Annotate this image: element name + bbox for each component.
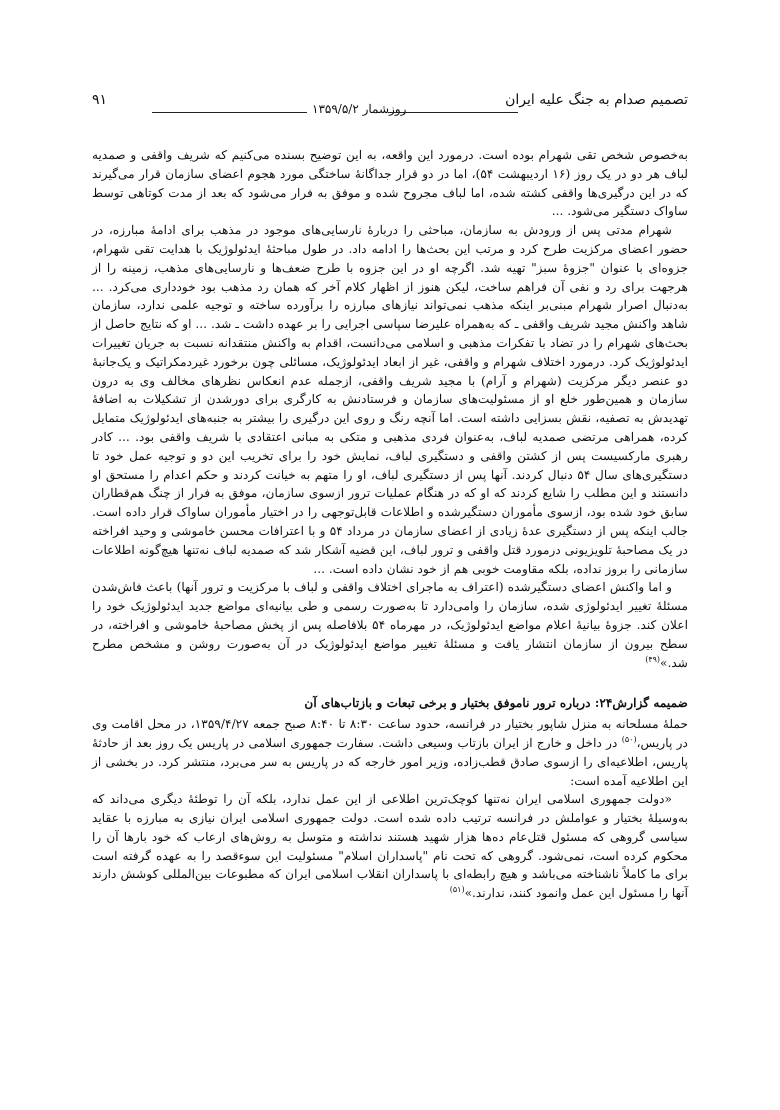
header-rule-right [388, 112, 518, 113]
paragraph [92, 221, 688, 578]
footnote-ref: (۴۹) [645, 654, 661, 664]
paragraph [92, 578, 688, 672]
running-title: تصمیم صدام به جنگ علیه ایران [505, 92, 688, 108]
quote-paragraph [92, 790, 688, 903]
paragraph-text: به‌خصوص شخص تقی شهرام بوده است. درمورد این واقعه، به این توضیح بسنده می‌کنیم که شریف واقفی و صمدیه لباف هر دو در یک روز (۱۶ اردیبهشت ۵۴)، اما در دو قرار جداگانهٔ ساختگی مورد هجوم اعضای سازمان قرار می‌گیرند که در این درگیری‌ها واقفی کشته شده، اما لباف مجروح شده و موفق به فرار می‌شود که بعد از مدت کوتاهی توسط ساواک دستگیر می‌شود. ... [92, 148, 688, 219]
paragraph-text: شهرام مدتی پس از ورودش به سازمان، مباحثی را دربارهٔ نارسایی‌های موجود در مذهب برای ادامهٔ مبارزه، در حضور اعضای مرکزیت طرح کرد و مرتب این بحث‌ها را ادامه داد. در طول مباحثهٔ ایدئولوژیک با هدایت تقی شهرام، جزوه‌ای با عنوان "جزوهٔ سبز" تهیه شد. اگرچه او در این جزوه با طرح ضعف‌ها و نارسایی‌های مذهب، زمینه را از هرجهت برای رد و نفی آن فراهم ساخت، لیکن هنوز از اظهار کلام آخر که همان رد مذهب بود خودداری می‌کرد. ... به‌دنبال اصرار شهرام مبنی‌بر اینکه مذهب نمی‌تواند نیازهای مبارزه را برآورده ساخته و توجیه علمی ندارد، سازمان شاهد واکنش مجید شریف واقفی ـ که به‌همراه علیرضا سپاسی اجرایی را بر عهده داشت ـ شد. ... او که نتایج حاصل از بحث‌های شهرام را در تضاد با تفکرات مذهبی و اسلامی می‌دانست، اقدام به واکنش منتقدانه نسبت به جریان تغییرات ایدئولوژیک کرد. درمورد اختلاف شهرام و واقفی، غیر از ابعاد ایدئولوژیک، مسائلی چون برخورد غیردمکراتیک و یک‌جانبهٔ دو عنصر دیگر مرکزیت (شهرام و آرام) با مجید شریف واقفی، ازجمله عدم انعکاس نظرهای مخالف وی به درون سازمان و همین‌طور خلع او از مسئولیت‌های سازمان و فرستادنش به کارگری برای دورشدن از تشکیلات به اضافهٔ تهدیدش به تصفیه، نقش بسزایی داشته است. اما آنچه رنگ و روی این درگیری را بیشتر به جنبه‌های ایدئولوژیک متمایل کرده، همراهی مرتضی صمدیه لباف، به‌عنوان فردی مذهبی و متکی به مبانی اعتقادی با شریف واقفی بود. ... کادر رهبری مارکسیست پس از کشتن واقفی و دستگیری لباف، نمایش خود را برای تخریب این دو و توجیه عمل خود تا دستگیری‌های سال ۵۴ دنبال کردند. آنها پس از دستگیری لباف، او را متهم به خیانت کردند و حکم اعدام را مستحق او دانستند و این مطلب را شایع کردند که او که در هنگام عملیات ترور ازسوی سازمان، موفق به فرار از چنگ هم‌قطاران سابق خود شده بود، ازسوی مأموران دستگیرشده و اطلاعات قابل‌توجهی را در اختیار مأموران ساواک قرار داده است. جالب اینکه پس از دستگیری عدهٔ زیادی از اعضای سازمان در مرداد ۵۴ و با اعترافات محسن خاموشی و وحید افراخته در یک مصاحبهٔ تلویزیونی درمورد قتل واقفی و ترور لباف، این قضیه آشکار شد که صمدیه لباف نه‌تنها هیچ‌گونه اطلاعات سازمانی را بروز نداده، بلکه مقاومت خوبی هم از خود نشان داده است. ... [92, 223, 688, 576]
paragraph-text: و اما واکنش اعضای دستگیرشده (اعتراف به ماجرای اختلاف واقفی و لباف با مرکزیت و ترور آنها) باعث فاش‌شدن مسئلهٔ تغییر ایدئولوژی شده، سازمان را وامی‌دارد تا به‌صورت رسمی و طی بیانیه‌ای مواضع جدید ایدئولوژیک خود را اعلان کند. جزوهٔ بیانیهٔ اعلام مواضع ایدئولوژیک، در مهرماه ۵۴ بلافاصله پس از پخش مصاحبهٔ خاموشی و افراخته، در سطح بیرون از سازمان انتشار یافت و مسئلهٔ تغییر مواضع ایدئولوژیک در آن به‌صورت روشن و مشخص مطرح شد.» [92, 580, 688, 670]
paragraph [92, 715, 688, 790]
paragraph-text-continued: در داخل و خارج از ایران بازتاب وسیعی داشت. سفارت جمهوری اسلامی در پاریس یک روز بعد از حادثهٔ پاریس، اطلاعیه‌ای را ازسوی صادق قطب‌زاده، وزیر امور خارجه که در پاریس به سر می‌برد، منتشر کرد. در بخشی از این اطلاعیه آمده است: [92, 735, 688, 788]
paragraph-text: «دولت جمهوری اسلامی ایران نه‌تنها کوچک‌ترین اطلاعی از این عمل ندارد، بلکه آن را توطئهٔ دیگری می‌داند که به‌وسیلهٔ بختیار و عواملش در فرانسه ترتیب داده شده است. دولت جمهوری اسلامی ایران نیازی به مبارزه با عقاید سیاسی گروهی که مسئول قتل‌عام ده‌ها هزار شهید هستند نداشته و متوسل به روش‌های ارعاب که خود بارها آن را محکوم کرده است، نمی‌شود. گروهی که تحت نام "پاسداران اسلام" مسئولیت این سوءقصد را به عهده گرفته است برای ما کاملاً ناشناخته می‌باشد و هیچ رابطه‌ای با پاسداران انقلاب اسلامی ایران که مطبوعات بین‌المللی کوشش دارند آنها را مسئول این عمل وانمود کنند، ندارند.» [92, 792, 688, 901]
paragraph [92, 146, 688, 221]
header-rule-left [152, 112, 307, 113]
page-number: ۹۱ [92, 92, 108, 108]
dateline-text: روزشمار ۱۳۵۹/۵/۲ [312, 102, 407, 116]
paragraph-text: حملهٔ مسلحانه به منزل شاپور بختیار در فرانسه، حدود ساعت ۸:۳۰ تا ۸:۴۰ صبح جمعه ۱۳۵۹/۴/۲۷، در محل اقامت وی در پاریس، [92, 717, 688, 750]
section-heading: ضمیمه گزارش۲۴: درباره ترور ناموفق بختیار و برخی تبعات و بازتاب‌های آن [304, 696, 688, 711]
page-header [92, 92, 688, 116]
footnote-ref: (۵۱) [449, 885, 465, 895]
footnote-ref: (۵۰) [621, 734, 637, 744]
body-text [92, 146, 688, 903]
